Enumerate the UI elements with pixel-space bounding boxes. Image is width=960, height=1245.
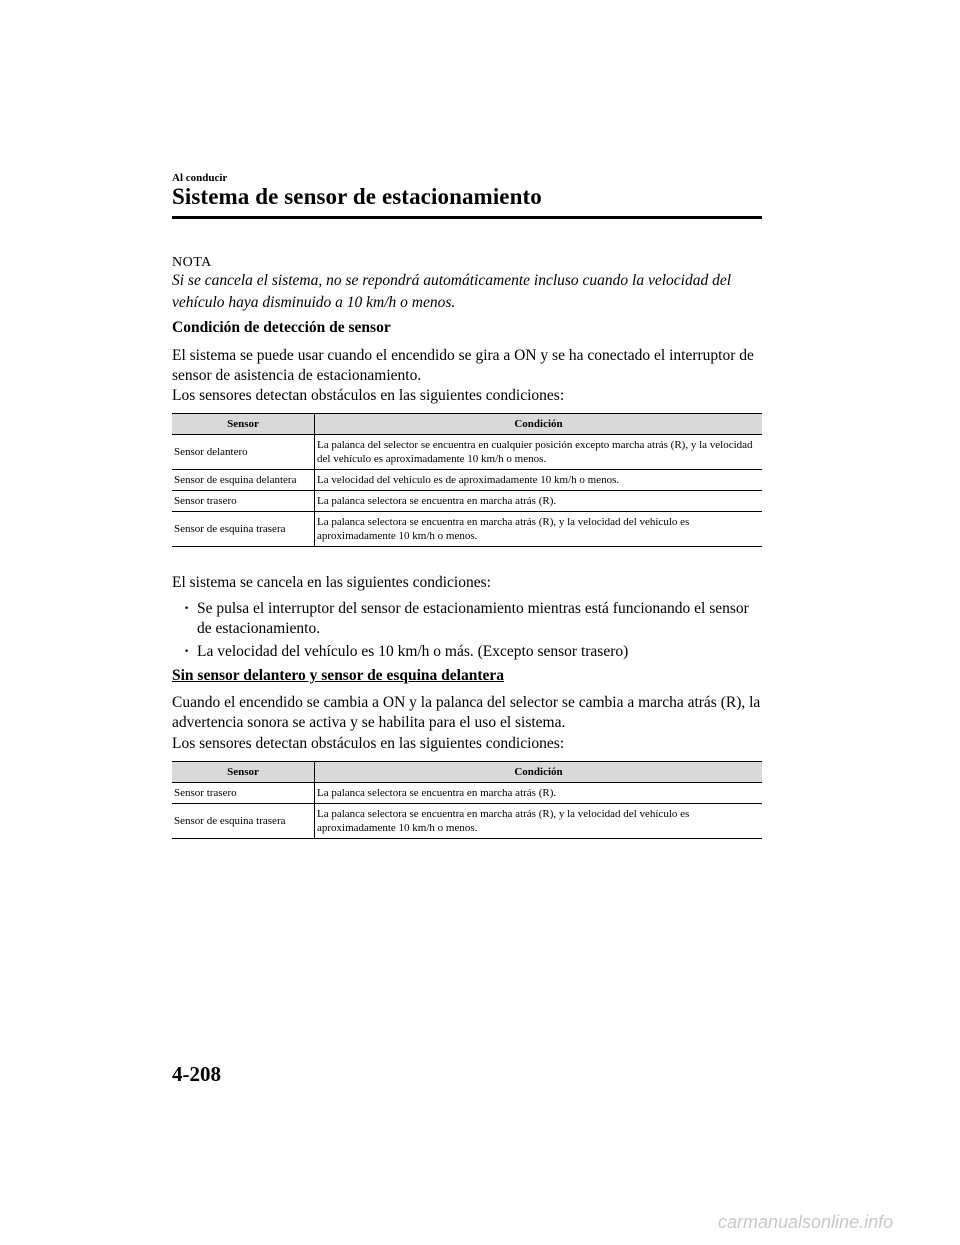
page-title: Sistema de sensor de estacionamiento — [172, 184, 542, 209]
table-header-sensor: Sensor — [172, 762, 315, 783]
table-row — [172, 491, 762, 512]
section-label: Al conducir — [172, 172, 228, 184]
table-row — [172, 470, 762, 491]
rear-sensor-table — [172, 761, 762, 839]
table-header-condition: Condición — [315, 762, 763, 783]
table-cell-sensor: Sensor trasero — [172, 491, 315, 512]
table-cell-sensor: Sensor de esquina delantera — [172, 470, 315, 491]
table-cell-sensor: Sensor de esquina trasera — [172, 512, 315, 547]
table-cell-condition: La palanca selectora se encuentra en marcha atrás (R), y la velocidad del vehículo es aproximadamente 10 km/h o menos. — [315, 804, 763, 839]
title-rule — [172, 216, 762, 219]
detection-table — [172, 413, 762, 547]
detection-intro-conditions: Los sensores detectan obstáculos en las siguientes condiciones: — [172, 387, 565, 404]
table-header-sensor: Sensor — [172, 414, 315, 435]
table-row — [172, 783, 762, 804]
table-cell-sensor: Sensor de esquina trasera — [172, 804, 315, 839]
without-front-para: Cuando el encendido se cambia a ON y la palanca del selector se cambia a marcha atrás (R), la advertencia sonora se activa y se habilita para el uso el sistema. — [172, 694, 761, 731]
note-label: NOTA — [172, 255, 212, 270]
detection-heading: Condición de detección de sensor — [172, 319, 391, 336]
list-item: · Se pulsa el interruptor del sensor de estacionamiento mientras está funcionando el sensor de estacionamiento. — [184, 599, 762, 639]
table-cell-condition: La palanca selectora se encuentra en marcha atrás (R), y la velocidad del vehículo es aproximadamente 10 km/h o menos. — [315, 512, 763, 547]
note-text: Si se cancela el sistema, no se repondrá automáticamente incluso cuando la velocidad del vehículo haya disminuido a 10 km/h o menos. — [172, 272, 732, 311]
table-cell-condition: La palanca del selector se encuentra en cualquier posición excepto marcha atrás (R), y la velocidad del vehículo es aproximadamente 10 km/h o menos. — [315, 435, 763, 470]
without-front-conditions: Los sensores detectan obstáculos en las siguientes condiciones: — [172, 735, 565, 752]
list-item: · La velocidad del vehículo es 10 km/h o más. (Excepto sensor trasero) — [184, 642, 762, 662]
table-row — [172, 804, 762, 839]
without-front-heading: Sin sensor delantero y sensor de esquina delantera — [172, 667, 504, 684]
detection-intro: El sistema se puede usar cuando el encendido se gira a ON y se ha conectado el interruptor de sensor de asistencia de estacionamiento. — [172, 347, 754, 384]
table-cell-sensor: Sensor trasero — [172, 783, 315, 804]
cancel-list — [184, 599, 762, 665]
page-number: 4-208 — [172, 1062, 221, 1086]
table-row — [172, 512, 762, 547]
table-header-condition: Condición — [315, 414, 763, 435]
table-cell-condition: La palanca selectora se encuentra en marcha atrás (R). — [315, 491, 763, 512]
watermark: carmanualsonline.info — [718, 1212, 894, 1232]
cancel-intro: El sistema se cancela en las siguientes condiciones: — [172, 574, 491, 591]
table-row — [172, 435, 762, 470]
table-cell-condition: La velocidad del vehículo es de aproximadamente 10 km/h o menos. — [315, 470, 763, 491]
table-cell-condition: La palanca selectora se encuentra en marcha atrás (R). — [315, 783, 763, 804]
table-cell-sensor: Sensor delantero — [172, 435, 315, 470]
